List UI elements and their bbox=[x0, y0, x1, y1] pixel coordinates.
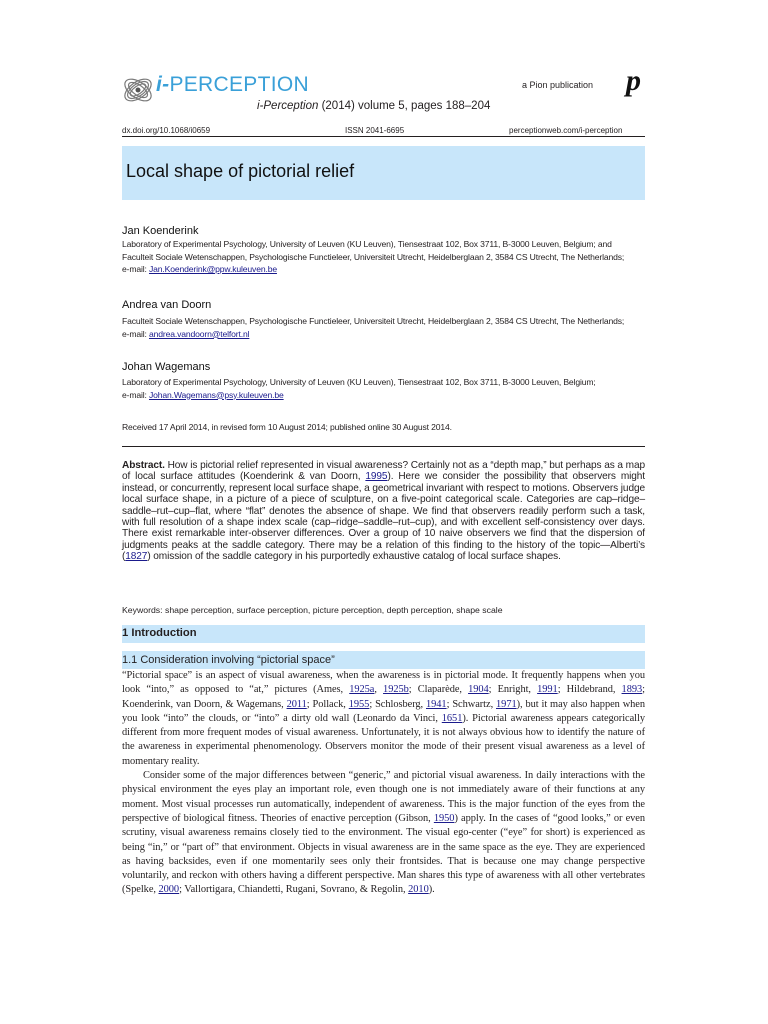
pion-logo: p bbox=[626, 64, 641, 97]
text-run: ; Enright, bbox=[488, 684, 538, 696]
journal-volume: (2014) volume 5, pages 188–204 bbox=[318, 100, 491, 112]
body-text bbox=[122, 669, 645, 898]
paragraph bbox=[122, 769, 645, 898]
keywords: Keywords: shape perception, surface perception, picture perception, depth perception, shape scale bbox=[122, 605, 503, 615]
abstract bbox=[122, 460, 645, 563]
citation-link[interactable]: 1955 bbox=[348, 698, 370, 710]
brand-name: PERCEPTION bbox=[169, 73, 309, 96]
text-run: , bbox=[374, 684, 384, 696]
author-affiliation bbox=[122, 315, 644, 340]
author-affiliation bbox=[122, 376, 644, 401]
citation-link[interactable]: 1925a bbox=[349, 684, 375, 696]
text-run: Consider some of the major differences between “generic,” and pictorial visual awareness. In daily interactions with the physical environment the eyes play an important role, even though one is not immediately aware of their functions at any moment. Most visual processes run automatically, independent of awareness. This is the major function of the eyes from the perspective of biological fitness. Theories of enactive perception (Gibson, bbox=[122, 770, 645, 824]
abstract-label: Abstract. bbox=[122, 460, 165, 471]
author-name: Andrea van Doorn bbox=[122, 299, 212, 311]
abstract-text: How is pictorial relief represented in visual awareness? Certainly not as a “depth map,” but perhaps as a map of local surface attitudes (Koenderink & van Doorn, bbox=[122, 460, 645, 483]
affiliation-text: Laboratory of Experimental Psychology, University of Leuven (KU Leuven), Tiensestraat 102, Box 3711, B-3000 Leuven, Belgium; bbox=[122, 377, 596, 387]
citation-link[interactable]: 2010 bbox=[408, 884, 429, 896]
abstract-text: ) omission of the saddle category in his purportedly exhaustive catalog of local surface shapes. bbox=[147, 551, 561, 563]
text-run: ). bbox=[428, 884, 435, 896]
text-run: ; Claparède, bbox=[408, 684, 469, 696]
citation-link[interactable]: 1925b bbox=[383, 684, 409, 696]
affiliation-text: Faculteit Sociale Wetenschappen, Psychologische Functieleer, Universiteit Utrecht, Heidelberglaan 2, 3584 CS Utrecht, The Netherlands; bbox=[122, 316, 625, 326]
header-rule bbox=[122, 136, 645, 137]
journal-brand bbox=[156, 73, 309, 97]
publisher-label: a Pion publication bbox=[522, 80, 594, 90]
brand-prefix: i- bbox=[156, 73, 170, 96]
citation-link[interactable]: 1950 bbox=[433, 812, 455, 824]
text-run: ; Koenderink, van Doorn, & Wagemans, bbox=[122, 684, 645, 710]
author-name: Jan Koenderink bbox=[122, 225, 199, 237]
text-run: ; Pollack, bbox=[306, 698, 349, 710]
citation-link[interactable]: 1904 bbox=[468, 684, 489, 696]
citation-link[interactable]: 2011 bbox=[286, 698, 307, 710]
doi-link[interactable]: dx.doi.org/10.1068/i0659 bbox=[122, 126, 211, 135]
citation-link[interactable]: 1991 bbox=[537, 684, 558, 696]
affiliation-text: Laboratory of Experimental Psychology, University of Leuven (KU Leuven), Tiensestraat 102, Box 3711, B-3000 Leuven, Belgium; and Faculteit Sociale Wetenschappen, Psychologische Functieleer, Universiteit Utrecht, Heidelberglaan 2, 3584 CS Utrecht, The Netherlands; bbox=[122, 239, 625, 262]
abstract-rule bbox=[122, 446, 645, 447]
text-run: ; Schlosberg, bbox=[369, 698, 426, 710]
email-label: e-mail: bbox=[122, 389, 149, 400]
section-heading: 1 Introduction bbox=[122, 627, 197, 639]
text-run: “Pictorial space” is an aspect of visual awareness, when the awareness is in pictorial mode. It frequently happens when you look “into,” as opposed to “at,” pictures (Ames, bbox=[122, 670, 645, 696]
email-link[interactable]: Johan.Wagemans@psy.kuleuven.be bbox=[148, 389, 284, 400]
paper-title: Local shape of pictorial relief bbox=[126, 161, 355, 181]
author-name: Johan Wagemans bbox=[122, 361, 211, 373]
subsection-heading: 1.1 Consideration involving “pictorial space” bbox=[122, 654, 335, 666]
text-run: ) apply. In the cases of “good looks,” or even scrutiny, visual awareness remains closely tied to the environment. The visual ego-center (“eye” for short) is experienced as being “in,” or “part of” that environment. Objects in visual awareness are in the same space as the eye. They are experienced as having backsides, even if one momentarily sees only their frontsides. That is because one may change perspective voluntarily, and reckon with others having a different perspective. Man shares this type of awareness with all other vertebrates (Spelke, bbox=[122, 812, 645, 896]
author-affiliation bbox=[122, 238, 644, 276]
paragraph bbox=[122, 669, 645, 769]
citation-link[interactable]: 2000 bbox=[158, 884, 180, 896]
text-run: ; Schwartz, bbox=[446, 698, 497, 710]
citation-link[interactable]: 1941 bbox=[426, 698, 447, 710]
email-label: e-mail: bbox=[122, 328, 149, 339]
received-dates: Received 17 April 2014, in revised form 10 August 2014; published online 30 August 2014. bbox=[122, 422, 452, 432]
journal-site-link[interactable]: perceptionweb.com/i-perception bbox=[509, 126, 623, 135]
email-label: e-mail: bbox=[122, 264, 149, 275]
email-link[interactable]: Jan.Koenderink@ppw.kuleuven.be bbox=[148, 264, 277, 275]
citation-link[interactable]: 1827 bbox=[125, 551, 148, 563]
text-run: ). Pictorial awareness appears categorically different from more frequent modes of visual awareness. Unfortunately, it is not always obvious how to identify the nature of the awareness in experimental phenomenology. Observers monitor the mode of their present visual awareness as a level of momentary reality. bbox=[122, 712, 645, 767]
citation-link[interactable]: 1995 bbox=[365, 471, 388, 483]
journal-citation bbox=[257, 100, 490, 112]
text-run: ; Hildebrand, bbox=[557, 684, 622, 696]
issn: ISSN 2041-6695 bbox=[345, 126, 405, 135]
text-run: ), but it may also happen when you look “into” the clouds, or “into” a dirty old wall (Leonardo da Vinci, bbox=[122, 698, 646, 724]
journal-name: i-Perception bbox=[257, 100, 319, 112]
citation-link[interactable]: 1971 bbox=[496, 698, 517, 710]
abstract-text: ). Here we consider the possibility that observers might instead, or concurrently, represent local surface shape, a geometrical invariant with respect to motions. Observers judge local surface shape, in a picture of a piece of sculpture, on a five-point categorical scale. Categories are cap–ridge–saddle–rut–cup–flat, where “flat” denotes the absence of shape. We find that observers readily perform such a task, with full resolution of a shape index scale (cap–ridge–saddle–rut–cup), and with excellent self-consistency over days. There exist remarkable inter-observer differences. Over a group of 10 naive observers we find that the dispersion of judgments peaks at the saddle category. There may be a relation of this finding to the history of the topic—Alberti’s ( bbox=[122, 471, 645, 563]
email-link[interactable]: andrea.vandoorn@telfort.nl bbox=[148, 328, 250, 339]
citation-link[interactable]: 1651 bbox=[441, 712, 463, 724]
section-box bbox=[122, 625, 645, 643]
text-run: ; Vallortigara, Chiandetti, Rugani, Sovrano, & Regolin, bbox=[179, 884, 409, 896]
journal-logo-icon bbox=[120, 72, 156, 108]
citation-link[interactable]: 1893 bbox=[621, 684, 643, 696]
